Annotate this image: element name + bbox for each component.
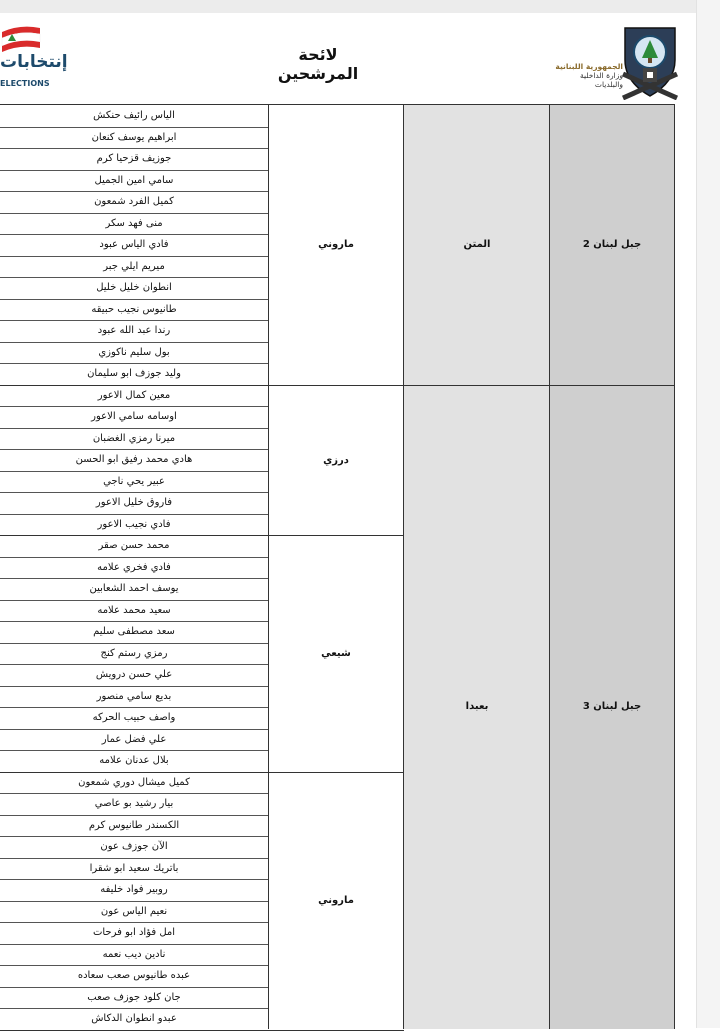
row-divider [0,965,268,966]
candidate-name: الكسندر طانيوس كرم [88,819,180,831]
ministry-name [555,62,623,89]
sect-cell: ماروني [318,895,354,906]
sect-cell: درزي [323,455,349,466]
candidate-name: روبير فواد خليفه [100,884,168,895]
candidate-name: باتريك سعيد ابو شقرا [89,862,179,874]
row-divider [0,213,268,214]
row-divider [0,449,268,450]
candidate-name: سامي امين الجميل [94,174,174,186]
candidate-name: محمد حسن صقر [98,540,170,551]
candidate-name: فادي نجيب الاعور [97,518,171,530]
candidate-name: سعيد محمد علامه [97,604,171,616]
row-divider [0,514,268,515]
elections-logo-sub: ELECTIONS [0,79,50,88]
page-title: لائحة المرشحين [277,45,359,83]
row-divider [0,686,268,687]
elections-logo [0,22,68,92]
candidate-name: الآن جوزف عون [100,841,168,852]
caza-cell: بعبدا [465,701,489,712]
row-divider [0,944,268,945]
row-divider [0,363,268,364]
row-divider [0,385,675,386]
row-divider [0,578,268,579]
row-divider [0,148,268,149]
candidate-name: هادي محمد رفيق ابو الحسن [75,454,193,465]
viewer-top-bar [0,0,720,13]
candidate-name: ابراهيم يوسف كنعان [91,131,177,143]
viewer-scroll-track[interactable] [696,0,720,1028]
candidate-name: اوسامه سامي الاعور [91,411,177,422]
row-divider [0,234,268,235]
row-divider [0,815,268,816]
row-divider [0,922,268,923]
candidate-name: كميل الفرد شمعون [94,196,174,207]
sect-cell: شيعي [321,648,351,659]
row-divider [0,901,268,902]
ministry-line-1: الجمهورية اللبنانية [555,62,623,71]
candidate-name: بول سليم ناكوزي [98,346,170,358]
ministry-line-3: والبلديات [594,80,623,89]
candidate-name: جوزيف قزحيا كرم [96,153,172,164]
candidate-name: الياس رائيف حنكش [93,110,175,121]
row-divider [0,1008,268,1009]
candidate-name: بديع سامي منصور [96,690,172,702]
candidate-name: بلال عدنان علامه [99,755,169,766]
row-divider [0,793,268,794]
row-divider [0,277,268,278]
candidate-name: فادي فخري علامه [97,561,171,573]
candidate-name: وليد جوزف ابو سليمان [87,368,181,379]
row-divider [0,127,268,128]
row-divider [0,987,268,988]
candidate-name: جان كلود جوزف صعب [87,991,181,1003]
candidate-name: رندا عبد الله عبود [97,325,171,336]
candidate-name: عبير يحي ناجي [103,475,165,487]
row-divider [0,750,268,751]
candidates-table [0,104,675,1029]
candidate-name: فادي الياس عبود [99,239,169,250]
candidate-name: معين كمال الاعور [97,389,171,401]
row-divider [0,600,268,601]
candidate-name: رمزي رستم كنج [100,647,168,659]
row-divider [0,471,268,472]
candidate-name: بيار رشيد بو عاصي [94,798,174,809]
row-divider [0,664,268,665]
district-cell: جبل لبنان 3 [582,701,642,712]
candidate-name: كميل ميشال دوري شمعون [78,776,190,788]
candidate-name: واصف حبيب الحركه [92,712,176,723]
row-divider [0,621,268,622]
row-divider [0,772,404,773]
candidate-name: يوسف احمد الشعابين [89,583,179,594]
ministry-shield-icon [619,22,681,100]
row-divider [0,858,268,859]
row-divider [0,707,268,708]
row-divider [0,836,268,837]
candidate-name: علي حسن درويش [95,669,173,680]
candidate-name: سعد مصطفى سليم [93,626,175,637]
row-divider [0,643,268,644]
elections-logo-word: إنتخابات [0,52,68,72]
row-divider [0,535,404,536]
candidate-name: ميريم ايلي جبر [103,260,165,272]
lebanon-flag-icon [0,22,44,54]
candidate-name: طانيوس نجيب حبيقه [91,303,177,315]
candidate-name: علي فضل عمار [101,733,167,745]
row-divider [0,170,268,171]
candidate-name: منى فهد سكر [105,217,163,229]
row-divider [0,729,268,730]
candidate-name: امل فؤاد ابو فرحات [92,927,176,938]
ministry-line-2: وزارة الداخلية [579,71,623,80]
candidate-name: فاروق خليل الاعور [95,497,173,508]
ministry-logo [555,22,685,102]
candidate-name: نعيم الياس عون [100,905,168,917]
row-divider [0,557,268,558]
candidate-name: ميرنا رمزي الغضبان [92,432,176,444]
row-divider [0,320,268,321]
district-cell: جبل لبنان 2 [582,239,642,250]
row-divider [0,342,268,343]
candidate-name: عبدو انطوان الدكاش [91,1013,177,1024]
candidate-name: عبده طانيوس صعب سعاده [77,970,191,981]
row-divider [0,428,268,429]
row-divider [0,406,268,407]
caza-cell: المتن [463,239,491,250]
candidate-name: انطوان خليل خليل [96,282,172,293]
row-divider [0,191,268,192]
row-divider [0,879,268,880]
sect-cell: ماروني [318,239,354,250]
row-divider [0,299,268,300]
row-divider [0,256,268,257]
row-divider [0,492,268,493]
candidate-name: نادين ديب نعمه [102,948,166,960]
